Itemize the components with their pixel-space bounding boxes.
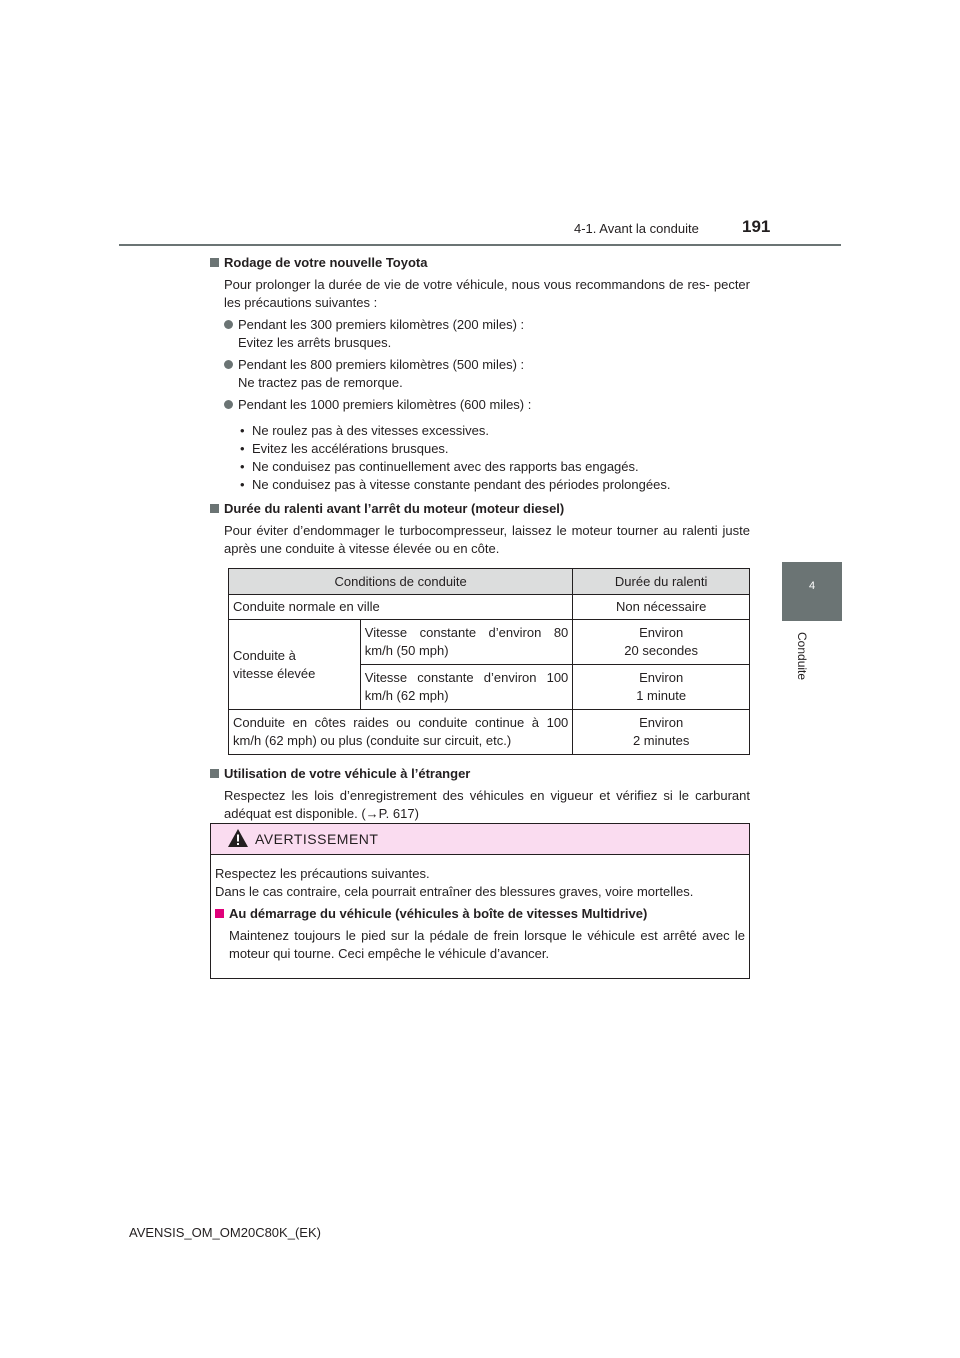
page-content	[210, 254, 750, 823]
round-bullet-icon	[224, 320, 233, 329]
list-item	[210, 316, 750, 352]
chapter-tab	[782, 562, 842, 621]
table-group-cell: Conduite à vitesse élevée	[229, 620, 361, 710]
table-header-cell: Durée du ralenti	[573, 569, 750, 595]
warning-text: Maintenez toujours le pied sur la pédale de frein lorsque le véhicule est arrêté avec le moteur qui tourne. Ceci empêche le véhicule d’avancer.	[229, 928, 745, 961]
breakin-intro: Pour prolonger la durée de vie de votre véhicule, nous vous recommandons de res- pecter les précautions suivantes :	[224, 277, 750, 310]
page-reference-link[interactable]: P. 617)	[378, 806, 419, 821]
warning-line: Dans le cas contraire, cela pourrait entraîner des blessures graves, voire mortelles.	[215, 884, 694, 899]
sub-list-item: • Ne conduisez pas à vitesse constante pendant des périodes prolongées.	[240, 477, 671, 492]
sub-list-item: • Ne conduisez pas continuellement avec des rapports bas engagés.	[240, 459, 639, 474]
list-item	[210, 396, 750, 414]
round-bullet-icon	[224, 400, 233, 409]
idling-heading	[210, 500, 750, 518]
table-cell: Vitesse constante d’environ 80 km/h (50 mph)	[360, 620, 573, 665]
table-row	[229, 595, 750, 620]
square-bullet-icon	[210, 258, 219, 267]
warning-body	[211, 855, 749, 963]
warning-line: Respectez les précautions suivantes.	[215, 866, 430, 881]
table-cell: Conduite en côtes raides ou conduite continue à 100 km/h (62 mph) ou plus (conduite sur circuit, etc.)	[229, 710, 573, 755]
list-item-line: Pendant les 800 premiers kilomètres (500 miles) :	[238, 357, 525, 372]
breakin-heading	[210, 254, 750, 272]
breakin-title: Rodage de votre nouvelle Toyota	[224, 255, 428, 270]
section-title: 4-1. Avant la conduite	[574, 221, 699, 236]
dot-bullet-icon: •	[240, 477, 245, 492]
table-cell: Vitesse constante d’environ 100 km/h (62 mph)	[360, 665, 573, 710]
square-bullet-icon	[210, 504, 219, 513]
document-code: AVENSIS_OM_OM20C80K_(EK)	[129, 1225, 321, 1240]
warning-box	[210, 823, 750, 979]
idling-title: Durée du ralenti avant l’arrêt du moteur (moteur diesel)	[224, 501, 565, 516]
warning-subtitle: Au démarrage du véhicule (véhicules à boîte de vitesses Multidrive)	[229, 906, 648, 921]
sub-list-item: • Ne roulez pas à des vitesses excessives.	[240, 423, 489, 438]
list-item	[210, 356, 750, 392]
arrow-right-icon: →	[365, 806, 379, 821]
idling-text: Pour éviter d’endommager le turbocompresseur, laissez le moteur tourner au ralenti juste après une conduite à vitesse élevée ou en côte.	[224, 523, 750, 556]
list-item-line: Pendant les 300 premiers kilomètres (200 miles) :	[238, 317, 525, 332]
table-row	[229, 620, 750, 665]
round-bullet-icon	[224, 360, 233, 369]
warning-triangle-icon	[227, 828, 249, 848]
square-bullet-icon	[215, 909, 224, 918]
table-row	[229, 710, 750, 755]
sub-list	[210, 422, 750, 494]
warning-subheading	[215, 905, 745, 923]
header-divider	[119, 244, 841, 246]
table-cell: Environ 20 secondes	[573, 620, 750, 665]
abroad-heading	[210, 765, 750, 783]
list-item-line: Pendant les 1000 premiers kilomètres (600 miles) :	[238, 397, 532, 412]
dot-bullet-icon: •	[240, 423, 245, 438]
chapter-label: Conduite	[795, 632, 809, 681]
warning-header	[211, 824, 749, 855]
list-item-line: Evitez les arrêts brusques.	[238, 335, 392, 350]
chapter-number: 4	[808, 580, 816, 592]
sub-list-item: • Evitez les accélérations brusques.	[240, 441, 449, 456]
square-bullet-icon	[210, 769, 219, 778]
abroad-title: Utilisation de votre véhicule à l’étranger	[224, 766, 471, 781]
table-cell: Environ 2 minutes	[573, 710, 750, 755]
table-cell: Environ 1 minute	[573, 665, 750, 710]
idling-table	[228, 568, 750, 755]
abroad-text: Respectez les lois d’enregistrement des véhicules en vigueur et vérifiez si le carburant adéquat est disponible. (→P. 617)	[224, 788, 750, 821]
page-number: 191	[742, 217, 771, 236]
table-cell: Non nécessaire	[573, 595, 750, 620]
dot-bullet-icon: •	[240, 459, 245, 474]
table-cell: Conduite normale en ville	[229, 595, 573, 620]
table-header-cell: Conditions de conduite	[229, 569, 573, 595]
warning-title: AVERTISSEMENT	[255, 831, 379, 847]
table-header-row	[229, 569, 750, 595]
dot-bullet-icon: •	[240, 441, 245, 456]
list-item-line: Ne tractez pas de remorque.	[238, 375, 403, 390]
